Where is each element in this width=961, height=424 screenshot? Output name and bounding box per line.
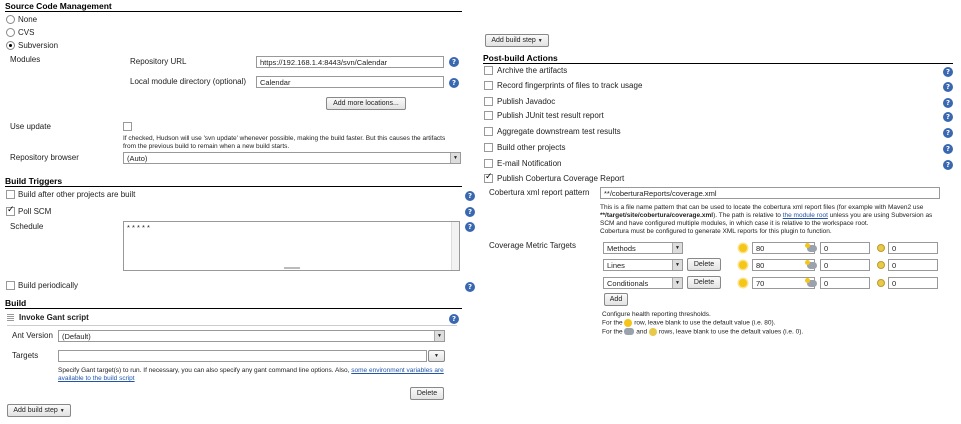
postbuild-help-icon[interactable]: ? — [943, 67, 953, 77]
postbuild-checkbox[interactable] — [484, 111, 493, 120]
pattern-input[interactable]: **/coberturaReports/coverage.xml — [600, 187, 940, 199]
local-dir-label: Local module directory (optional) — [130, 77, 247, 86]
chevron-down-icon: ▼ — [450, 153, 460, 163]
build-after-help-icon[interactable]: ? — [465, 191, 475, 201]
postbuild-label: Record fingerprints of files to track usage — [497, 81, 643, 90]
build-after-label: Build after other projects are built — [18, 190, 136, 199]
pattern-help-bold: **/target/site/cobertura/coverage.xml — [600, 212, 714, 219]
schedule-value: * * * * * — [127, 223, 150, 232]
pattern-help-part4: Cobertura must be configured to generate XML reports for this plugin to function. — [600, 228, 832, 235]
pattern-help-part2: ). The path is relative to — [713, 212, 781, 219]
bulb-threshold-input[interactable]: 0 — [888, 259, 938, 271]
build-periodically-help-icon[interactable]: ? — [465, 282, 475, 292]
delete-metric-button[interactable]: Delete — [687, 276, 721, 289]
metric-select[interactable] — [603, 242, 683, 254]
poll-scm-checkbox[interactable] — [6, 207, 15, 216]
thresholds-help — [602, 311, 942, 336]
cloud-icon — [807, 245, 817, 252]
metric-select[interactable] — [603, 259, 683, 271]
chevron-down-icon: ▼ — [672, 260, 682, 270]
chevron-down-icon: ▼ — [537, 38, 543, 44]
add-build-step-button-left[interactable] — [7, 404, 71, 417]
add-build-step-button-right[interactable] — [485, 34, 549, 47]
cloud-icon — [624, 328, 634, 335]
postbuild-checkbox[interactable] — [484, 143, 493, 152]
postbuild-checkbox[interactable] — [484, 174, 493, 183]
sun-threshold-input[interactable]: 80 — [752, 242, 815, 254]
thresholds-help-line3a: For the — [602, 328, 623, 336]
gant-help-text-body: Specify Gant target(s) to run. If necessary, you can also specify any gant command line options. Also, — [58, 367, 350, 374]
add-more-locations-button[interactable]: Add more locations... — [326, 97, 406, 110]
targets-label: Targets — [12, 351, 39, 360]
metric-targets-label: Coverage Metric Targets — [489, 241, 576, 250]
postbuild-section-title: Post-build Actions — [483, 53, 558, 63]
sun-threshold-input[interactable]: 80 — [752, 259, 815, 271]
use-update-label: Use update — [10, 122, 51, 131]
radio-none[interactable] — [6, 15, 15, 24]
ant-version-select[interactable] — [58, 330, 445, 342]
postbuild-help-icon[interactable]: ? — [943, 112, 953, 122]
scm-divider — [5, 11, 462, 12]
pattern-help-text — [600, 204, 945, 236]
scrollbar[interactable] — [451, 222, 459, 270]
thresholds-help-line2b: row, leave blank to use the default value (i.e. 80). — [634, 319, 776, 327]
sun-icon — [624, 319, 632, 327]
postbuild-checkbox[interactable] — [484, 127, 493, 136]
radio-cvs[interactable] — [6, 28, 15, 37]
chevron-down-icon: ▼ — [434, 331, 444, 341]
schedule-help-icon[interactable]: ? — [465, 222, 475, 232]
build-periodically-checkbox[interactable] — [6, 281, 15, 290]
thresholds-help-line3 — [602, 328, 942, 337]
postbuild-label: Build other projects — [497, 143, 566, 152]
metric-select[interactable] — [603, 277, 683, 289]
scm-section-title: Source Code Management — [5, 1, 112, 11]
postbuild-checkbox[interactable] — [484, 159, 493, 168]
local-dir-input[interactable]: Calendar — [256, 76, 444, 88]
cloud-threshold-input[interactable]: 0 — [820, 259, 870, 271]
add-build-step-label: Add build step — [13, 407, 58, 414]
add-metric-button[interactable]: Add — [604, 293, 628, 306]
local-dir-help-icon[interactable]: ? — [449, 78, 459, 88]
bulb-threshold-input[interactable]: 0 — [888, 242, 938, 254]
postbuild-label: Archive the artifacts — [497, 66, 568, 75]
schedule-textarea[interactable] — [123, 221, 460, 271]
delete-gant-step-button[interactable]: Delete — [410, 387, 444, 400]
thresholds-help-line1: Configure health reporting thresholds. — [602, 311, 711, 318]
env-vars-link[interactable]: some environment variables are available to the build script — [58, 367, 444, 382]
bulb-icon — [649, 328, 657, 336]
postbuild-help-icon[interactable]: ? — [943, 128, 953, 138]
postbuild-checkbox[interactable] — [484, 81, 493, 90]
postbuild-label: Publish Javadoc — [497, 97, 556, 106]
gant-step-divider — [7, 325, 457, 326]
radio-cvs-label: CVS — [18, 28, 35, 37]
postbuild-label: Aggregate downstream test results — [497, 127, 621, 136]
radio-none-label: None — [18, 15, 38, 24]
triggers-section-title: Build Triggers — [5, 176, 63, 186]
thresholds-help-line3b: and — [636, 328, 648, 336]
schedule-label: Schedule — [10, 222, 44, 231]
postbuild-checkbox[interactable] — [484, 66, 493, 75]
cloud-threshold-input[interactable]: 0 — [820, 242, 870, 254]
poll-scm-help-icon[interactable]: ? — [465, 207, 475, 217]
use-update-checkbox[interactable] — [123, 122, 132, 131]
postbuild-checkbox[interactable] — [484, 97, 493, 106]
delete-metric-button[interactable]: Delete — [687, 258, 721, 271]
repo-url-help-icon[interactable]: ? — [449, 57, 459, 67]
bulb-icon — [877, 261, 885, 269]
gant-help-icon[interactable]: ? — [449, 314, 459, 324]
bulb-icon — [877, 244, 885, 252]
thresholds-help-line2 — [602, 319, 942, 328]
build-section-title: Build — [5, 298, 27, 308]
gant-step-title: Invoke Gant script — [19, 313, 89, 322]
pattern-help-part3: unless you are using Subversion as SCM and have configured multiple modules, in which case it is relative to the workspace root. — [600, 212, 933, 227]
postbuild-help-icon[interactable]: ? — [943, 98, 953, 108]
postbuild-help-icon[interactable]: ? — [943, 82, 953, 92]
pattern-help-part1: This is a file name pattern that can be used to locate the cobertura xml report files (for example with Maven2 use — [600, 204, 924, 211]
sun-icon — [739, 261, 747, 269]
repo-browser-label: Repository browser — [10, 153, 79, 162]
resize-handle[interactable] — [284, 267, 300, 269]
gant-help-text — [58, 367, 445, 383]
drag-handle-icon[interactable] — [7, 314, 14, 321]
targets-expand-button[interactable]: ▼ — [428, 350, 445, 362]
add-build-step-label: Add build step — [491, 37, 536, 44]
sun-threshold-input[interactable]: 70 — [752, 277, 815, 289]
postbuild-divider — [483, 63, 953, 64]
radio-subversion-label: Subversion — [18, 41, 59, 50]
poll-scm-label: Poll SCM — [18, 207, 52, 216]
targets-input[interactable] — [58, 350, 427, 362]
build-divider — [5, 308, 462, 309]
module-root-link[interactable]: the module root — [782, 212, 828, 219]
build-after-checkbox[interactable] — [6, 190, 15, 199]
postbuild-help-icon[interactable]: ? — [943, 144, 953, 154]
metric-select-value: Conditionals — [607, 279, 649, 288]
bulb-icon — [877, 279, 885, 287]
chevron-down-icon: ▼ — [59, 408, 65, 414]
radio-subversion[interactable] — [6, 41, 15, 50]
repo-url-input[interactable]: https://192.168.1.4:8443/svn/Calendar — [256, 56, 444, 68]
thresholds-help-line2a: For the — [602, 319, 623, 327]
thresholds-help-line3c: rows, leave blank to use the default values (i.e. 0). — [658, 328, 804, 336]
repo-url-label: Repository URL — [130, 57, 187, 66]
triggers-divider — [5, 186, 462, 187]
sun-icon — [739, 279, 747, 287]
cloud-threshold-input[interactable]: 0 — [820, 277, 870, 289]
chevron-down-icon: ▼ — [672, 278, 682, 288]
modules-label: Modules — [10, 55, 41, 64]
postbuild-help-icon[interactable]: ? — [943, 160, 953, 170]
metric-select-value: Lines — [607, 261, 625, 270]
repo-browser-value: (Auto) — [127, 154, 148, 163]
cloud-icon — [807, 262, 817, 269]
chevron-down-icon: ▼ — [672, 243, 682, 253]
pattern-label: Cobertura xml report pattern — [489, 188, 590, 197]
bulb-threshold-input[interactable]: 0 — [888, 277, 938, 289]
repo-browser-select[interactable] — [123, 152, 461, 164]
postbuild-label: E-mail Notification — [497, 159, 562, 168]
postbuild-label: Publish JUnit test result report — [497, 111, 604, 120]
postbuild-label: Publish Cobertura Coverage Report — [497, 174, 625, 183]
sun-icon — [739, 244, 747, 252]
use-update-help-text: If checked, Hudson will use 'svn update' whenever possible, making the build faster. But this causes the artifacts from the previous build to remain when a new build starts. — [123, 135, 446, 150]
build-periodically-label: Build periodically — [18, 281, 79, 290]
metric-select-value: Methods — [607, 244, 636, 253]
ant-version-value: (Default) — [62, 332, 91, 341]
ant-version-label: Ant Version — [12, 331, 53, 340]
cloud-icon — [807, 280, 817, 287]
